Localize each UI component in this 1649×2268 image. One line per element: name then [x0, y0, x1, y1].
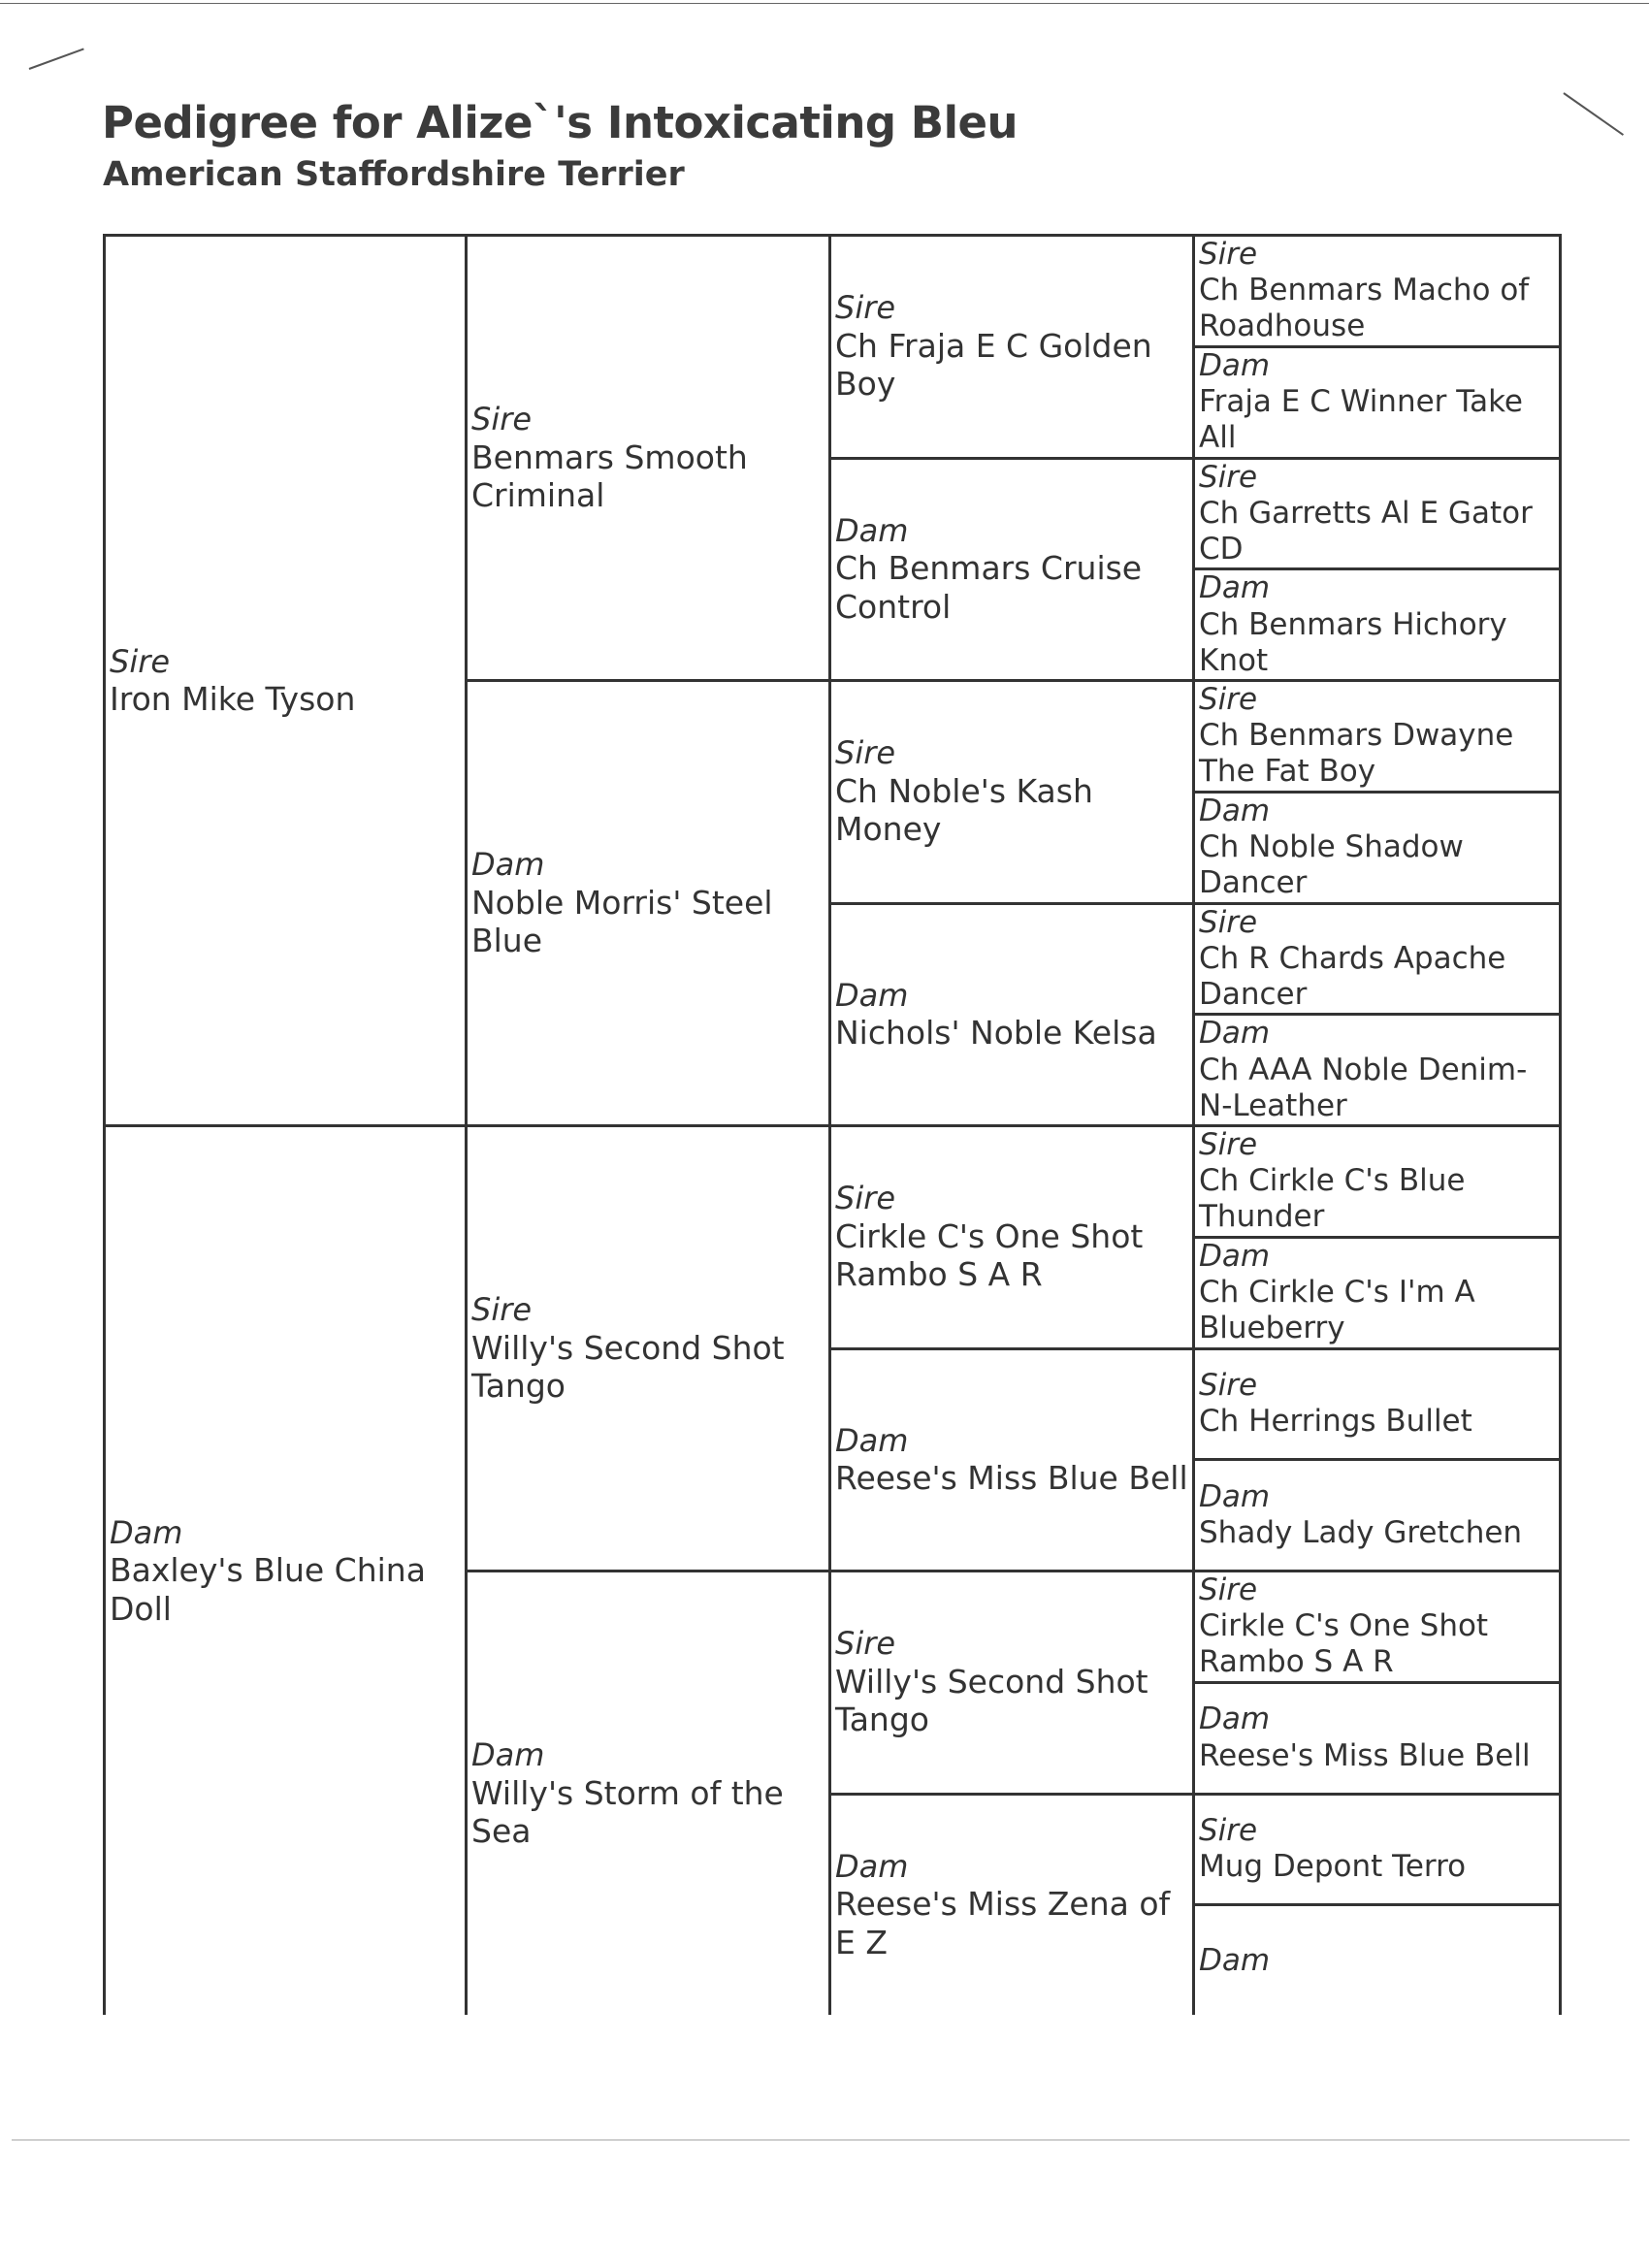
dog-name: Reese's Miss Blue Bell	[835, 1459, 1188, 1498]
pedigree-cell-gen4	[1192, 1236, 1562, 1347]
dog-name: Ch Benmars Cruise Control	[835, 549, 1143, 626]
pedigree-cell-gen2	[465, 679, 828, 1124]
relation-label: Sire	[1199, 904, 1258, 940]
pedigree-cell-gen4	[1192, 567, 1562, 679]
breed-subtitle: American Staffordshire Terrier	[103, 155, 685, 194]
dog-name: Cirkle C's One Shot Rambo S A R	[835, 1216, 1144, 1294]
relation-label: Sire	[1199, 682, 1258, 718]
dog-name: Noble Morris' Steel Blue	[471, 883, 773, 960]
pedigree-cell-gen3	[828, 1347, 1192, 1571]
dog-name: Fraja E C Winner Take All	[1199, 384, 1523, 456]
pedigree-cell-gen4	[1192, 902, 1562, 1014]
dog-name: Willy's Storm of the Sea	[471, 1773, 784, 1851]
dog-name: Ch Garretts Al E Gator CD	[1199, 495, 1533, 567]
dog-name: Baxley's Blue China Doll	[110, 1551, 426, 1628]
pedigree-cell-gen4	[1192, 1124, 1562, 1236]
pedigree-cell-gen4	[1192, 679, 1562, 791]
relation-label: Sire	[1199, 237, 1258, 273]
pedigree-cell-gen4	[1192, 791, 1562, 902]
pedigree-cell-gen4	[1192, 1793, 1562, 1904]
pedigree-table	[103, 234, 1562, 2015]
pedigree-cell-gen4	[1192, 1570, 1562, 1681]
dog-name: Reese's Miss Zena of E Z	[835, 1885, 1171, 1961]
relation-label: Sire	[471, 1291, 533, 1329]
dog-name: Ch Benmars Dwayne The Fat Boy	[1199, 718, 1514, 790]
dog-name: Ch Benmars Macho of Roadhouse	[1199, 273, 1530, 344]
pedigree-cell-gen2	[465, 234, 828, 679]
relation-label: Sire	[835, 1625, 896, 1663]
pedigree-cell-gen4	[1192, 1347, 1562, 1459]
page-title: Pedigree for Alize`'s Intoxicating Bleu	[102, 97, 1018, 148]
relation-label: Dam	[1199, 1478, 1271, 1514]
relation-label: Dam	[471, 1736, 545, 1774]
dog-name: Ch Cirkle C's Blue Thunder	[1199, 1163, 1466, 1235]
relation-label: Dam	[110, 1513, 183, 1551]
pedigree-cell-gen2	[465, 1124, 828, 1570]
pedigree-cell-gen4	[1192, 1681, 1562, 1793]
pedigree-cell-gen3	[828, 457, 1192, 680]
relation-label: Sire	[835, 1180, 896, 1217]
relation-label: Dam	[835, 1847, 909, 1885]
dog-name: Iron Mike Tyson	[110, 679, 356, 718]
dog-name: Nichols' Noble Kelsa	[835, 1014, 1157, 1053]
dog-name: Willy's Second Shot Tango	[471, 1328, 785, 1406]
dog-name: Ch Noble Shadow Dancer	[1199, 829, 1464, 901]
relation-label: Sire	[835, 289, 896, 327]
pedigree-cell-gen3	[828, 234, 1192, 457]
relation-label: Dam	[1199, 1238, 1271, 1274]
relation-label: Sire	[1199, 1127, 1258, 1163]
pedigree-cell-gen4	[1192, 345, 1562, 457]
relation-label: Sire	[1199, 1813, 1258, 1849]
pedigree-cell-gen4	[1192, 1903, 1562, 2015]
dog-name: Cirkle C's One Shot Rambo S A R	[1199, 1608, 1489, 1680]
pedigree-cell-gen1	[103, 234, 465, 1124]
dog-name: Ch Fraja E C Golden Boy	[835, 326, 1152, 404]
dog-name: Ch R Chards Apache Dancer	[1199, 940, 1506, 1012]
relation-label: Dam	[1199, 793, 1271, 828]
dog-name: Willy's Second Shot Tango	[835, 1662, 1148, 1739]
relation-label: Dam	[471, 846, 545, 884]
dog-name: Ch Cirkle C's I'm A Blueberry	[1199, 1275, 1475, 1346]
dog-name: Ch Herrings Bullet	[1199, 1404, 1472, 1440]
relation-label: Dam	[1199, 1016, 1271, 1052]
relation-label: Dam	[1199, 1942, 1271, 1978]
pedigree-cell-gen3	[828, 679, 1192, 902]
pedigree-cell-gen3	[828, 902, 1192, 1125]
relation-label: Sire	[471, 401, 533, 438]
pedigree-cell-gen3	[828, 1124, 1192, 1347]
pedigree-cell-gen4	[1192, 234, 1562, 345]
relation-label: Dam	[835, 511, 909, 549]
pedigree-cell-gen4	[1192, 1013, 1562, 1124]
dog-name: Mug Depont Terro	[1199, 1849, 1467, 1885]
relation-label: Sire	[835, 734, 896, 772]
pedigree-cell-gen2	[465, 1570, 828, 2015]
dog-name: Reese's Miss Blue Bell	[1199, 1737, 1531, 1773]
dog-name: Ch Noble's Kash Money	[835, 771, 1093, 849]
pedigree-cell-gen3	[828, 1793, 1192, 2016]
page-bottom-edge	[12, 2139, 1630, 2141]
scan-mark-left	[29, 49, 84, 70]
dog-name: Shady Lady Gretchen	[1199, 1515, 1523, 1551]
dog-name: Ch AAA Noble Denim-N-Leather	[1199, 1052, 1528, 1123]
relation-label: Sire	[1199, 1368, 1258, 1404]
relation-label: Dam	[1199, 1701, 1271, 1737]
relation-label: Sire	[1199, 459, 1258, 495]
relation-label: Dam	[1199, 570, 1271, 606]
dog-name: Benmars Smooth Criminal	[471, 437, 748, 515]
scan-mark-right	[1563, 92, 1624, 136]
dog-name: Ch Benmars Hichory Knot	[1199, 606, 1507, 678]
pedigree-cell-gen1	[103, 1124, 465, 2015]
pedigree-cell-gen4	[1192, 457, 1562, 568]
relation-label: Sire	[1199, 1572, 1258, 1608]
relation-label: Dam	[835, 976, 909, 1014]
relation-label: Dam	[1199, 347, 1271, 383]
relation-label: Sire	[110, 642, 171, 680]
pedigree-cell-gen3	[828, 1570, 1192, 1793]
page-top-edge	[0, 3, 1649, 4]
pedigree-cell-gen4	[1192, 1458, 1562, 1570]
relation-label: Dam	[835, 1421, 909, 1459]
